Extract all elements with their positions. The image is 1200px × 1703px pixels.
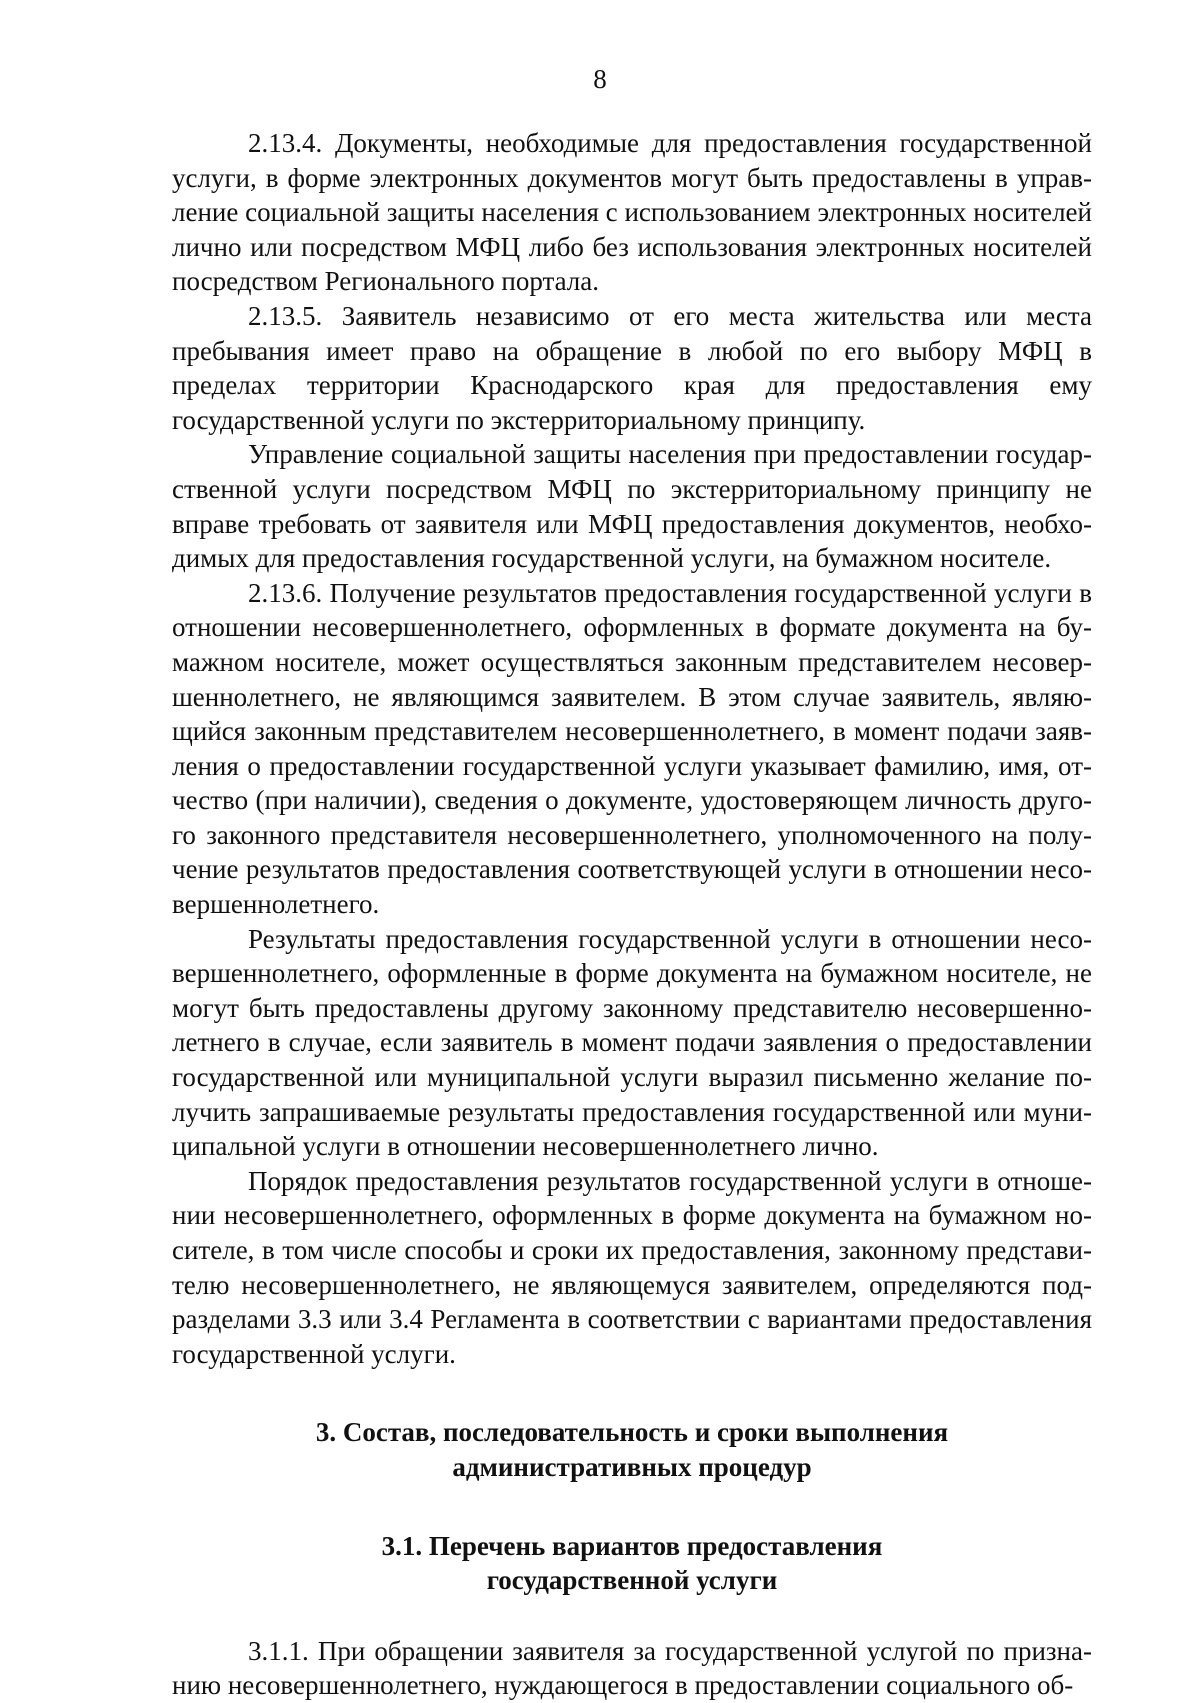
paragraph-2-13-6: 2.13.6. Получение результатов предоставления государственной услуги в отношении несовершеннолетнего, оформленных в формате документа на бумажном носителе, может осуществляться законным представителем несовершеннолетнего, не являющимся заявителем. В этом случае заявитель, являющийся законным представителем несовершеннолетнего, в момент подачи заявления о предоставлении государственной услуги указывает фамилию, имя, отчество (при наличии), сведения о документе, удостоверяющем личность другого законного представителя несовершеннолетнего, уполномоченного на получение результатов предоставления соответствующей услуги в отношении несовершеннолетнего. (172, 577, 1092, 920)
paragraph-3-1-1: 3.1.1. При обращении заявителя за государственной услугой по признанию несовершеннолетнего, нуждающегося в предоставлении социального об- (172, 1635, 1092, 1701)
document-body (172, 126, 1092, 1703)
section-heading-line-1: 3. Состав, последовательность и сроки выполнения (315, 1417, 949, 1448)
paragraph-2-13-4: 2.13.4. Документы, необходимые для предоставления государственной услуги, в форме электронных документов могут быть предоставлены в управление социальной защиты населения с использованием электронных носителей лично или посредством МФЦ либо без использования электронных носителей посредством Регионального портала. (172, 128, 1092, 297)
section-heading (172, 1415, 1092, 1484)
paragraph-2-13-5-continued: Управление социальной защиты населения при предоставлении государственной услуги посредством МФЦ по экстерриториальному принципу не вправе требовать от заявителя или МФЦ предоставления документов, необходимых для предоставления государственной услуги, на бумажном носителе. (172, 439, 1092, 574)
subsection-heading-line-2: государственной услуги (486, 1565, 778, 1596)
subsection-heading-line-1: 3.1. Перечень вариантов предоставления (381, 1530, 883, 1561)
subsection-heading (172, 1529, 1092, 1598)
paragraph-2-13-6-procedure: Порядок предоставления результатов государственной услуги в отношении несовершеннолетнего, оформленных в форме документа на бумажном носителе, в том числе способы и сроки их предоставления, законному представителю несовершеннолетнего, не являющемуся заявителем, определяются подразделами 3.3 или 3.4 Регламента в соответствии с вариантами предоставления государственной услуги. (172, 1165, 1092, 1369)
section-heading-line-2: административных процедур (452, 1451, 812, 1482)
page-number: 8 (593, 64, 607, 94)
paragraph-2-13-5: 2.13.5. Заявитель независимо от его места жительства или места пребывания имеет право на обращение в любой по его выбору МФЦ в пределах территории Краснодарского края для предоставления ему государственной услуги по экстерриториальному принципу. (172, 300, 1092, 435)
paragraph-2-13-6-results: Результаты предоставления государственной услуги в отношении несовершеннолетнего, оформленные в форме документа на бумажном носителе, не могут быть предоставлены другому законному представителю несовершеннолетнего в случае, если заявитель в момент подачи заявления о предоставлении государственной или муниципальной услуги выразил письменно желание получить запрашиваемые результаты предоставления государственной или муниципальной услуги в отношении несовершеннолетнего лично. (172, 923, 1092, 1162)
